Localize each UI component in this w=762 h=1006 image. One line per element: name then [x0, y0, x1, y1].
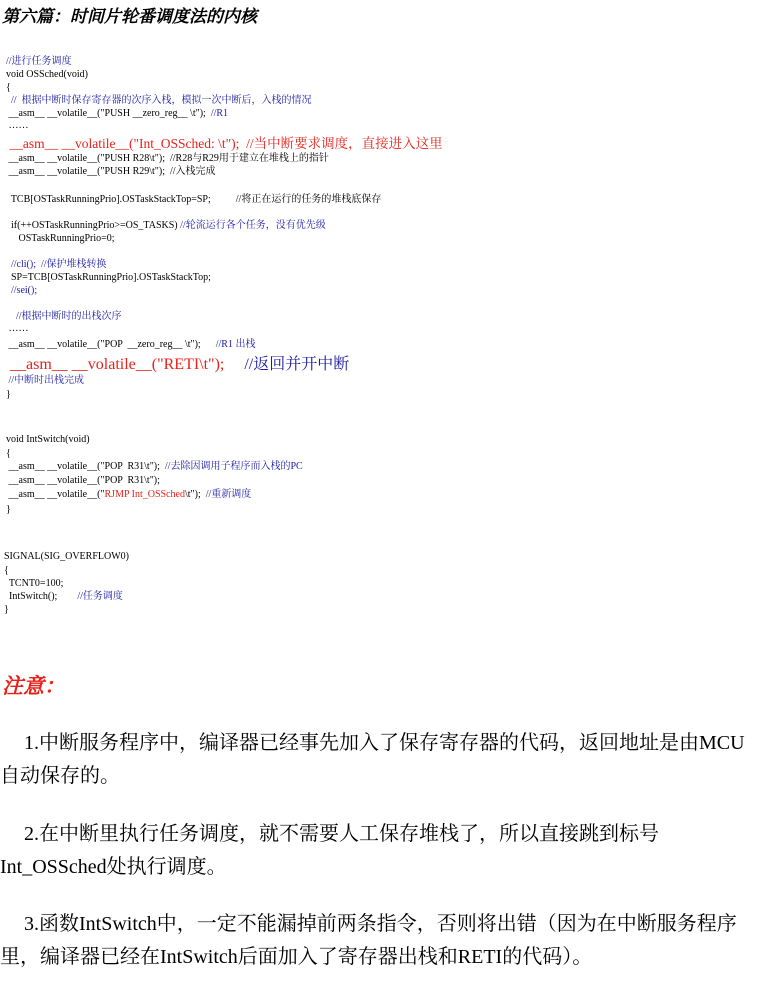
code-line: __asm__ __volatile__("POP R31\t");	[6, 475, 160, 486]
code-line	[6, 339, 255, 351]
code-comment	[6, 259, 107, 271]
code-line	[6, 489, 251, 501]
code-text: __asm__ __volatile__("POP R31\t");	[6, 461, 160, 472]
code-comment: //去除因调用子程序而入栈的PC	[159, 461, 303, 472]
code-comment-cli: //cli();	[6, 259, 36, 270]
note-paragraph-1: 1.中断服务程序中，编译器已经事先加入了保存寄存器的代码，返回地址是由MCU自动保存的。	[0, 732, 745, 787]
code-line	[4, 591, 123, 603]
code-text: __asm__ __volatile__("PUSH __zero_reg__ \t");	[6, 108, 206, 119]
code-line: __asm__ __volatile__("PUSH R28\t"); //R28与R29用于建立在堆栈上的指针	[6, 153, 329, 164]
code-text: __asm__ __volatile__("RETI\t");	[6, 356, 225, 373]
code-line: TCB[OSTaskRunningPrio].OSTaskStackTop=SP; //将正在运行的任务的堆栈底保存	[6, 194, 382, 205]
code-line: __asm__ __volatile__("PUSH R29\t"); //入栈完成	[6, 166, 216, 177]
note-paragraph-3: 3.函数IntSwitch中，一定不能漏掉前两条指令，否则将出错（因为在中断服务程序里，编译器已经在IntSwitch后面加入了寄存器出栈和RETI的代码）。	[0, 913, 737, 968]
code-text: __asm__ __volatile__("	[6, 489, 105, 500]
code-text: if(++OSTaskRunningPrio>=OS_TASKS)	[6, 220, 178, 231]
code-line: }	[6, 504, 11, 515]
code-text: __asm__ __volatile__("Int_OSSched: \t");	[6, 136, 240, 151]
code-comment: //当中断要求调度，直接进入这里	[239, 136, 443, 151]
code-comment: //进行任务调度	[6, 56, 72, 67]
code-text: IntSwitch();	[4, 591, 58, 602]
code-line: {	[4, 565, 9, 576]
code-line: }	[6, 389, 11, 400]
code-comment: //R1 出栈	[215, 339, 256, 350]
code-line: {	[6, 448, 11, 459]
code-line: void IntSwitch(void)	[6, 434, 90, 445]
code-comment: //重新调度	[200, 489, 252, 500]
code-text-highlight: RJMP Int_OSSched	[104, 489, 185, 500]
code-comment: //轮流运行各个任务，没有优先级	[177, 220, 326, 231]
code-line-highlight	[6, 356, 349, 374]
page-title: 第六篇：时间片轮番调度法的内核	[2, 7, 257, 26]
code-ellipsis: ……	[6, 120, 29, 131]
code-line	[6, 108, 228, 120]
code-line	[6, 461, 303, 473]
code-comment-text: //保护堆栈转换	[36, 259, 107, 270]
note-paragraph-2: 2.在中断里执行任务调度，就不需要人工保存堆栈了，所以直接跳到标号Int_OSSched处执行调度。	[0, 823, 659, 878]
code-text: \t");	[185, 489, 201, 500]
code-ellipsis: ……	[6, 323, 29, 334]
code-line: {	[6, 82, 11, 93]
code-line: void OSSched(void)	[6, 69, 88, 80]
code-line: OSTaskRunningPrio=0;	[6, 233, 115, 244]
code-line	[6, 220, 326, 232]
code-comment: //返回并开中断	[224, 356, 350, 373]
code-comment: //R1	[205, 108, 229, 119]
code-line: TCNT0=100;	[4, 578, 64, 589]
notice-heading: 注意：	[2, 674, 65, 698]
code-line-highlight	[6, 136, 443, 152]
code-comment: // 根据中断时保存寄存器的次序入栈，模拟一次中断后，入栈的情况	[6, 95, 312, 106]
code-line: }	[4, 604, 9, 615]
code-comment: //根据中断时的出栈次序	[6, 311, 122, 322]
code-line: SP=TCB[OSTaskRunningPrio].OSTaskStackTop;	[6, 272, 211, 283]
code-text: __asm__ __volatile__("POP __zero_reg__ \t");	[6, 339, 216, 350]
code-line: SIGNAL(SIG_OVERFLOW0)	[4, 551, 129, 562]
code-comment: //sei();	[6, 285, 38, 296]
code-comment: //中断时出栈完成	[6, 375, 85, 386]
code-comment: //任务调度	[57, 591, 123, 602]
